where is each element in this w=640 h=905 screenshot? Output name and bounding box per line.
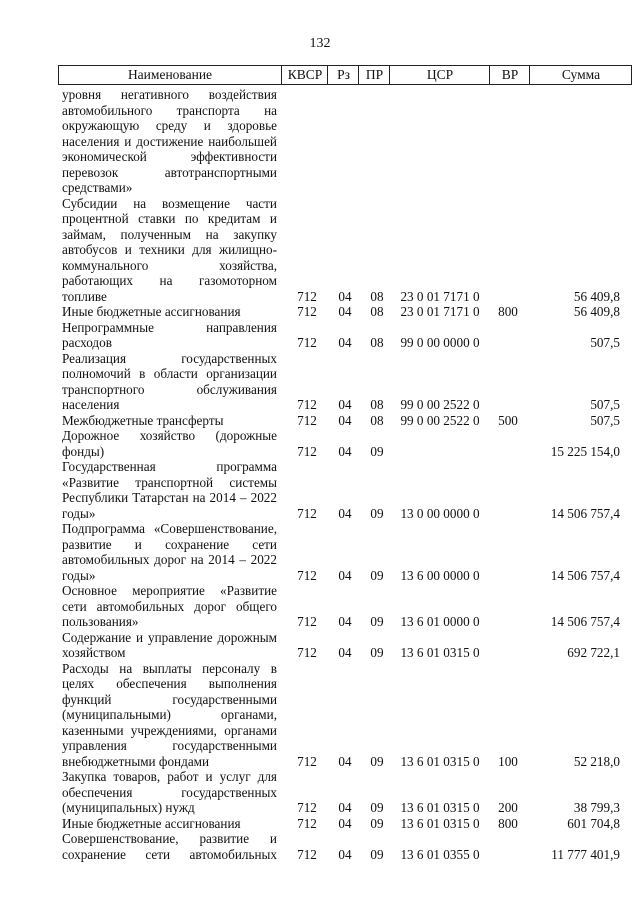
row-vr: 200 bbox=[498, 800, 518, 815]
row-name: топливе bbox=[62, 288, 107, 304]
table-row bbox=[0, 289, 640, 305]
row-vr: 800 bbox=[498, 815, 518, 831]
row-vr: 800 bbox=[498, 304, 518, 319]
row-name: окружающую среду и здоровье bbox=[62, 118, 277, 133]
table-row bbox=[0, 149, 640, 165]
row-sum: 56 409,8 bbox=[573, 304, 620, 319]
table-row bbox=[0, 506, 640, 522]
row-pr: 09 bbox=[370, 614, 384, 629]
table-row bbox=[0, 320, 640, 336]
table-row bbox=[0, 583, 640, 599]
row-vr: 500 bbox=[498, 412, 518, 428]
table-row bbox=[0, 397, 640, 413]
table-row bbox=[0, 475, 640, 491]
table-row bbox=[0, 614, 640, 630]
row-csr: 23 0 01 7171 0 bbox=[400, 288, 480, 304]
table-row bbox=[0, 816, 640, 832]
table-row bbox=[0, 754, 640, 770]
row-pr: 09 bbox=[370, 800, 384, 815]
row-rz: 04 bbox=[338, 815, 352, 831]
row-vr: 100 bbox=[498, 753, 518, 769]
row-csr: 99 0 00 0000 0 bbox=[400, 335, 480, 350]
table-row bbox=[0, 211, 640, 227]
table-row bbox=[0, 568, 640, 584]
row-name: целях обеспечения выполнения bbox=[62, 676, 277, 691]
row-sum: 692 722,1 bbox=[567, 645, 620, 660]
row-name: населения bbox=[62, 397, 120, 412]
row-rz: 04 bbox=[338, 412, 352, 428]
row-pr: 09 bbox=[370, 645, 384, 660]
row-pr: 09 bbox=[370, 815, 384, 831]
table-row bbox=[0, 490, 640, 506]
table-row bbox=[0, 785, 640, 801]
row-name: Республики Татарстан на 2014 – 2022 bbox=[62, 490, 277, 505]
row-name: Субсидии на возмещение части bbox=[62, 195, 277, 211]
table-row bbox=[0, 118, 640, 134]
row-pr: 09 bbox=[370, 567, 384, 583]
row-sum: 14 506 757,4 bbox=[550, 614, 620, 629]
row-sum: 56 409,8 bbox=[573, 288, 620, 304]
row-csr: 13 6 01 0315 0 bbox=[400, 753, 480, 769]
row-csr: 13 6 01 0355 0 bbox=[400, 846, 480, 862]
row-name: внебюджетными фондами bbox=[62, 753, 210, 769]
row-name: «Развитие транспортной системы bbox=[62, 474, 277, 490]
table-row bbox=[0, 165, 640, 181]
table-row bbox=[0, 676, 640, 692]
table-row bbox=[0, 428, 640, 444]
row-csr: 13 6 01 0000 0 bbox=[400, 614, 480, 629]
table-row bbox=[0, 227, 640, 243]
row-name: Содержание и управление дорожным bbox=[62, 629, 277, 645]
table-row bbox=[0, 459, 640, 475]
row-pr: 09 bbox=[370, 846, 384, 862]
row-name: перевозок автотранспортными bbox=[62, 164, 277, 180]
table-row bbox=[0, 645, 640, 661]
header-csr: ЦСР bbox=[389, 66, 490, 84]
row-pr: 08 bbox=[370, 335, 384, 350]
row-name: Расходы на выплаты персоналу в bbox=[62, 660, 277, 676]
row-pr: 08 bbox=[370, 397, 384, 412]
row-name: пользования» bbox=[62, 614, 139, 629]
table-row bbox=[0, 800, 640, 816]
row-name: Реализация государственных bbox=[62, 350, 277, 366]
table-row bbox=[0, 413, 640, 429]
row-rz: 04 bbox=[338, 505, 352, 521]
row-sum: 52 218,0 bbox=[573, 753, 620, 769]
row-name: автобусов и техники для жилищно- bbox=[62, 242, 277, 257]
row-sum: 601 704,8 bbox=[567, 815, 620, 831]
header-name: Наименование bbox=[127, 67, 213, 82]
row-kvsr: 712 bbox=[297, 288, 317, 304]
row-name: Дорожное хозяйство (дорожные bbox=[62, 428, 277, 443]
row-name: Основное мероприятие «Развитие bbox=[62, 583, 277, 598]
table-row bbox=[0, 831, 640, 847]
row-name: функций государственными bbox=[62, 691, 277, 707]
row-name: Подпрограмма «Совершенствование, bbox=[62, 521, 277, 536]
table-header bbox=[58, 65, 632, 85]
row-csr: 13 6 01 0315 0 bbox=[400, 800, 480, 815]
row-name: годы» bbox=[62, 567, 96, 583]
row-kvsr: 712 bbox=[297, 800, 317, 815]
row-name: Иные бюджетные ассигнования bbox=[62, 304, 241, 319]
row-kvsr: 712 bbox=[297, 412, 317, 428]
header-kvsr: КВСР bbox=[281, 66, 328, 84]
row-rz: 04 bbox=[338, 800, 352, 815]
row-rz: 04 bbox=[338, 753, 352, 769]
row-kvsr: 712 bbox=[297, 335, 317, 350]
row-rz: 04 bbox=[338, 645, 352, 660]
row-name: хозяйством bbox=[62, 645, 126, 660]
row-csr: 13 0 00 0000 0 bbox=[400, 505, 480, 521]
table-row bbox=[0, 769, 640, 785]
row-name: средствами» bbox=[62, 180, 133, 195]
row-name: автомобильного транспорта на bbox=[62, 102, 277, 118]
row-csr: 13 6 01 0315 0 bbox=[400, 815, 480, 831]
table-row bbox=[0, 196, 640, 212]
row-name: Государственная программа bbox=[62, 459, 277, 474]
row-name: процентной ставки по кредитам и bbox=[62, 211, 277, 226]
table-row bbox=[0, 242, 640, 258]
row-kvsr: 712 bbox=[297, 505, 317, 521]
row-rz: 04 bbox=[338, 304, 352, 319]
table-row bbox=[0, 304, 640, 320]
row-name: Межбюджетные трансферты bbox=[62, 412, 224, 428]
row-name: населения и достижение наибольшей bbox=[62, 133, 277, 149]
row-name: Иные бюджетные ассигнования bbox=[62, 815, 241, 831]
row-csr: 13 6 00 0000 0 bbox=[400, 567, 480, 583]
row-name: фонды) bbox=[62, 443, 105, 459]
table-row bbox=[0, 847, 640, 863]
row-pr: 09 bbox=[370, 505, 384, 521]
row-name: казенными учреждениями, органами bbox=[62, 722, 277, 738]
row-pr: 08 bbox=[370, 412, 384, 428]
row-name: годы» bbox=[62, 505, 96, 521]
table-row bbox=[0, 180, 640, 196]
table-row bbox=[0, 335, 640, 351]
row-kvsr: 712 bbox=[297, 846, 317, 862]
table-row bbox=[0, 351, 640, 367]
header-sum: Сумма bbox=[529, 66, 632, 84]
page-number: 132 bbox=[309, 36, 331, 51]
row-name: (муниципальных) нужд bbox=[62, 800, 195, 815]
row-name: обеспечения государственных bbox=[62, 784, 277, 800]
row-name: транспортного обслуживания bbox=[62, 381, 277, 397]
row-rz: 04 bbox=[338, 397, 352, 412]
row-kvsr: 712 bbox=[297, 645, 317, 660]
table-row bbox=[0, 707, 640, 723]
row-rz: 04 bbox=[338, 335, 352, 350]
table-row bbox=[0, 382, 640, 398]
table-row bbox=[0, 723, 640, 739]
row-name: коммунального хозяйства, bbox=[62, 257, 277, 273]
header-vr: ВР bbox=[489, 66, 530, 84]
row-kvsr: 712 bbox=[297, 753, 317, 769]
row-kvsr: 712 bbox=[297, 815, 317, 831]
table-row bbox=[0, 87, 640, 103]
row-name: уровня негативного воздействия bbox=[62, 87, 277, 102]
row-csr: 13 6 01 0315 0 bbox=[400, 645, 480, 660]
table-body bbox=[0, 87, 640, 862]
row-name: полномочий в области организации bbox=[62, 366, 277, 381]
row-name: Совершенствование, развитие и bbox=[62, 831, 277, 846]
table-row bbox=[0, 444, 640, 460]
table-row bbox=[0, 521, 640, 537]
row-rz: 04 bbox=[338, 614, 352, 629]
row-csr: 99 0 00 2522 0 bbox=[400, 397, 480, 412]
row-sum: 14 506 757,4 bbox=[550, 505, 620, 521]
table-row bbox=[0, 537, 640, 553]
row-name: сети автомобильных дорог общего bbox=[62, 598, 277, 614]
row-sum: 507,5 bbox=[590, 335, 620, 350]
row-csr: 23 0 01 7171 0 bbox=[400, 304, 480, 319]
row-csr: 99 0 00 2522 0 bbox=[400, 412, 480, 428]
header-pr: ПР bbox=[358, 66, 390, 84]
table-row bbox=[0, 103, 640, 119]
table-row bbox=[0, 258, 640, 274]
table-row bbox=[0, 366, 640, 382]
row-name: развитие и сохранение сети bbox=[62, 536, 277, 552]
table-row bbox=[0, 273, 640, 289]
row-name: автомобильных дорог на 2014 – 2022 bbox=[62, 552, 277, 567]
table-row bbox=[0, 738, 640, 754]
row-name: Непрограммные направления bbox=[62, 319, 277, 335]
row-pr: 09 bbox=[370, 753, 384, 769]
row-name: работающих на газомоторном bbox=[62, 273, 277, 288]
row-name: займам, полученным на закупку bbox=[62, 226, 277, 242]
row-kvsr: 712 bbox=[297, 614, 317, 629]
row-rz: 04 bbox=[338, 567, 352, 583]
row-sum: 11 777 401,9 bbox=[551, 846, 620, 862]
row-rz: 04 bbox=[338, 846, 352, 862]
table-row bbox=[0, 630, 640, 646]
row-sum: 507,5 bbox=[590, 412, 620, 428]
row-sum: 38 799,3 bbox=[573, 800, 620, 815]
row-pr: 08 bbox=[370, 304, 384, 319]
row-kvsr: 712 bbox=[297, 567, 317, 583]
row-kvsr: 712 bbox=[297, 443, 317, 459]
row-rz: 04 bbox=[338, 288, 352, 304]
table-row bbox=[0, 692, 640, 708]
row-sum: 14 506 757,4 bbox=[550, 567, 620, 583]
table-row bbox=[0, 552, 640, 568]
row-name: (муниципальными) органами, bbox=[62, 707, 277, 722]
table-row bbox=[0, 599, 640, 615]
row-name: сохранение сети автомобильных bbox=[62, 846, 277, 862]
row-pr: 09 bbox=[370, 443, 384, 459]
header-rz: Рз bbox=[327, 66, 359, 84]
row-name: расходов bbox=[62, 335, 112, 350]
row-pr: 08 bbox=[370, 288, 384, 304]
row-kvsr: 712 bbox=[297, 304, 317, 319]
row-name: Закупка товаров, работ и услуг для bbox=[62, 769, 277, 784]
table-row bbox=[0, 134, 640, 150]
row-name: экономической эффективности bbox=[62, 149, 277, 164]
row-sum: 507,5 bbox=[590, 397, 620, 412]
row-name: управления государственными bbox=[62, 738, 277, 753]
row-sum: 15 225 154,0 bbox=[550, 443, 620, 459]
row-kvsr: 712 bbox=[297, 397, 317, 412]
table-row bbox=[0, 661, 640, 677]
row-rz: 04 bbox=[338, 443, 352, 459]
